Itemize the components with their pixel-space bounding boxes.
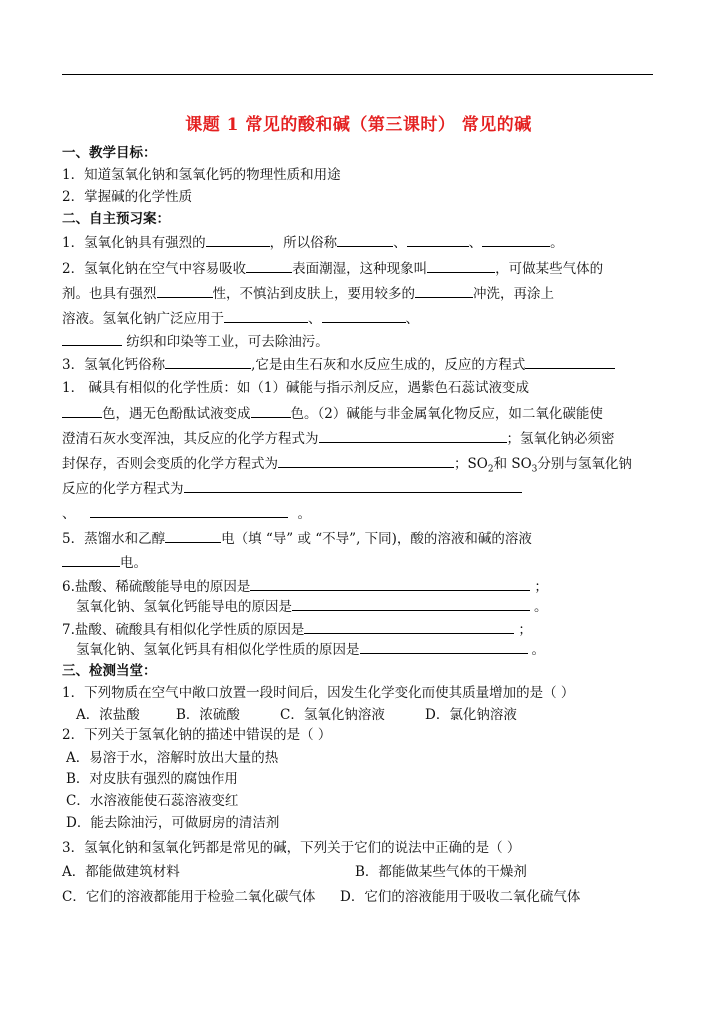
section-heading-preview: 二、自主预习案：: [62, 211, 170, 227]
check-q1-stem: 1．下列物质在空气中敞口放置一段时间后，因发生化学变化而使其质量增加的是（ ）: [62, 685, 575, 701]
preview-q4-line3: [62, 428, 615, 449]
check-q1-option-b[interactable]: B．浓硫酸: [176, 707, 240, 723]
q4-text: 、: [62, 506, 76, 522]
q1-text-d: 、: [468, 235, 483, 251]
answer-blank[interactable]: [322, 308, 406, 323]
answer-blank[interactable]: [224, 308, 308, 323]
q2-text: 纺织和印染等工业，可去除油污。: [122, 334, 329, 350]
q1-text-e: 。: [550, 235, 564, 251]
q4-text: 色。（2）碱能与非金属氧化物反应，如二氧化碳能使: [290, 406, 603, 422]
q4-text: 色，遇无色酚酞试液变成: [102, 406, 251, 422]
answer-blank[interactable]: [62, 331, 122, 346]
q2-text: 表面潮湿，这种现象叫: [292, 261, 428, 277]
q1-text-a: 1．氢氧化钠具有强烈的: [62, 235, 206, 251]
answer-blank[interactable]: [415, 283, 473, 298]
preview-q4-line1: 1． 碱具有相似的化学性质：如（1）碱能与指示剂反应，遇紫色石蕊试液变成: [62, 380, 529, 396]
q6-text: 。: [534, 599, 548, 615]
answer-blank[interactable]: [482, 232, 550, 247]
check-q2-option-d[interactable]: D．能去除油污，可做厨房的清洁剂: [66, 815, 280, 831]
q6-text: 氢氧化钠、氢氧化钙能导电的原因是: [76, 599, 292, 615]
check-q2-stem: 2．下列关于氢氧化钠的描述中错误的是（ ）: [62, 727, 332, 743]
preview-q5-line2: [62, 552, 147, 573]
preview-q1: [62, 232, 564, 253]
answer-blank[interactable]: [165, 354, 251, 369]
preview-q6-line1: [62, 576, 548, 597]
q7-text: 7.盐酸、硫酸具有相似化学性质的原因是: [62, 622, 305, 638]
q1-text-b: ，所以俗称: [269, 235, 338, 251]
q4-text: 封保存，否则会变质的化学方程式为: [62, 456, 278, 472]
preview-q2-line4: [62, 331, 329, 352]
objective-1: 1．知道氢氧化钠和氢氧化钙的物理性质和用途: [62, 167, 341, 183]
subscript: 2: [487, 464, 494, 475]
check-q3-option-d[interactable]: D．它们的溶液能用于吸收二氧化硫气体: [340, 889, 581, 905]
q2-text: 冲洗，再涂上: [473, 286, 554, 302]
q2-text: ，可做某些气体的: [495, 261, 604, 277]
q3-text: 3．氢氧化钙俗称: [62, 357, 166, 373]
q3-text: ,它是由生石灰和水反应生成的，反应的方程式: [251, 357, 526, 373]
q4-text: 反应的化学方程式为: [62, 481, 184, 497]
answer-blank[interactable]: [184, 478, 522, 493]
preview-q2-line2: [62, 283, 554, 304]
q2-text: 、: [405, 311, 419, 327]
check-q3-option-b[interactable]: B．都能做某些气体的干燥剂: [355, 864, 527, 880]
answer-blank[interactable]: [337, 232, 393, 247]
preview-q5-line1: [62, 528, 532, 549]
q4-text: ；SO: [454, 456, 488, 472]
answer-blank[interactable]: [246, 258, 292, 273]
answer-blank[interactable]: [62, 552, 120, 567]
section-heading-check: 三、检测当堂：: [62, 663, 157, 679]
answer-blank[interactable]: [165, 528, 221, 543]
check-q3-option-c[interactable]: C．它们的溶液都能用于检验二氧化碳气体: [62, 889, 316, 905]
q4-text: 和 SO: [493, 456, 532, 472]
preview-q7-line2: [76, 639, 545, 660]
answer-blank[interactable]: [407, 232, 469, 247]
answer-blank[interactable]: [250, 576, 530, 591]
preview-q4-line4: [62, 453, 632, 480]
check-q3-option-a[interactable]: A．都能做建筑材料: [62, 864, 180, 880]
q7-text: ；: [518, 622, 532, 638]
answer-blank[interactable]: [62, 403, 102, 418]
q4-text: 澄清石灰水变浑浊，其反应的化学方程式为: [62, 431, 319, 447]
header-rule: [62, 74, 653, 75]
q7-text: 氢氧化钠、氢氧化钙具有相似化学性质的原因是: [76, 642, 360, 658]
check-q1-option-d[interactable]: D．氯化钠溶液: [425, 707, 517, 723]
preview-q2-line1: [62, 258, 603, 279]
answer-blank[interactable]: [278, 453, 454, 468]
objective-2: 2．掌握碱的化学性质: [62, 189, 193, 205]
answer-blank[interactable]: [206, 232, 270, 247]
q5-text: 5．蒸馏水和乙醇: [62, 531, 166, 547]
subscript: 3: [531, 464, 538, 475]
preview-q4-line2: [62, 403, 603, 424]
check-q3-stem: 3．氢氧化钠和氢氧化钙都是常见的碱，下列关于它们的说法中正确的是（ ）: [62, 840, 521, 856]
q4-text: 分别与氢氧化钠: [537, 456, 632, 472]
check-q2-option-a[interactable]: A．易溶于水，溶解时放出大量的热: [66, 750, 279, 766]
page-title: 课题 1 常见的酸和碱（第三课时） 常见的碱: [185, 115, 532, 135]
preview-q2-line3: [62, 308, 419, 329]
check-q1-option-a[interactable]: A．浓盐酸: [76, 707, 140, 723]
answer-blank[interactable]: [525, 354, 615, 369]
q1-text-c: 、: [393, 235, 407, 251]
answer-blank[interactable]: [90, 503, 288, 518]
q5-text: 电（填 “导” 或 “不导”, 下同)，酸的溶液和碱的溶液: [221, 531, 532, 547]
answer-blank[interactable]: [292, 596, 530, 611]
answer-blank[interactable]: [360, 639, 528, 654]
q7-text: 。: [531, 642, 545, 658]
answer-blank[interactable]: [304, 619, 514, 634]
check-q2-option-b[interactable]: B．对皮肤有强烈的腐蚀作用: [66, 771, 238, 787]
q2-text: 溶液。氢氧化钠广泛应用于: [62, 311, 224, 327]
q5-text: 电。: [120, 555, 147, 571]
q6-text: ；: [534, 579, 548, 595]
answer-blank[interactable]: [319, 428, 507, 443]
answer-blank[interactable]: [251, 403, 291, 418]
preview-q4-line6: [62, 503, 311, 524]
preview-q3: [62, 354, 615, 375]
q4-text: 。: [297, 506, 311, 522]
answer-blank[interactable]: [427, 258, 495, 273]
q4-text: ；氢氧化钠必须密: [506, 431, 615, 447]
q2-text: 剂。也具有强烈: [62, 286, 157, 302]
q6-text: 6.盐酸、稀硫酸能导电的原因是: [62, 579, 251, 595]
q2-text: 性，不慎沾到皮肤上，要用较多的: [212, 286, 415, 302]
section-heading-objectives: 一、教学目标：: [62, 145, 157, 161]
q2-text: 2．氢氧化钠在空气中容易吸收: [62, 261, 247, 277]
answer-blank[interactable]: [157, 283, 213, 298]
preview-q6-line2: [76, 596, 548, 617]
preview-q7-line1: [62, 619, 532, 640]
preview-q4-line5: [62, 478, 522, 499]
check-q1-option-c[interactable]: C．氢氧化钠溶液: [280, 707, 385, 723]
q2-text: 、: [308, 311, 322, 327]
check-q2-option-c[interactable]: C．水溶液能使石蕊溶液变红: [66, 793, 239, 809]
